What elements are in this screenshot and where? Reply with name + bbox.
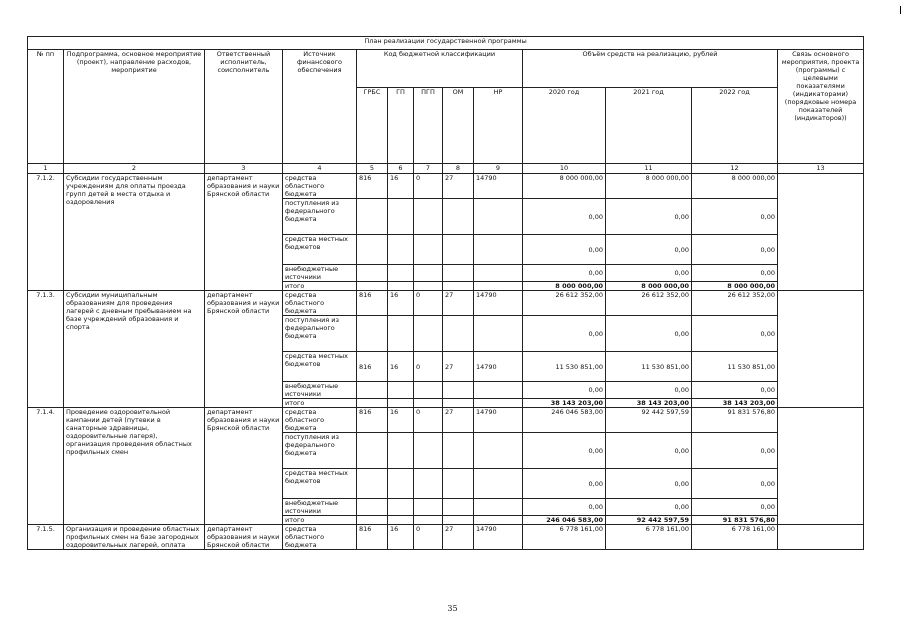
item-number: 7.1.4. <box>28 408 64 525</box>
amount-2022: 0,00 <box>692 265 778 282</box>
header-subprogram: Подпрограмма, основное мероприятие (проект), направление расходов, мероприятие <box>64 50 205 164</box>
code-pgp <box>414 265 443 282</box>
code-om <box>443 469 474 499</box>
amount-2022: 91 831 576,80 <box>692 408 778 433</box>
code-nr: 14790 <box>474 408 523 433</box>
code-grbs: 816 <box>357 291 388 316</box>
code-gp <box>388 316 414 352</box>
funding-source: средства местных бюджетов <box>283 352 357 382</box>
funding-source: внебюджетные источники <box>283 265 357 282</box>
code-pgp: 0 <box>414 408 443 433</box>
code-grbs <box>357 499 388 516</box>
amount-2020: 6 778 161,00 <box>523 525 606 550</box>
empty-code-cell <box>388 282 414 291</box>
indicator-link <box>778 174 864 291</box>
empty-code-cell <box>357 516 388 525</box>
table-row <box>28 525 864 550</box>
code-grbs: 816 <box>357 352 388 382</box>
item-responsible: департамент образования и науки Брянской области <box>205 291 283 408</box>
item-number: 7.1.2. <box>28 174 64 291</box>
header-2022: 2022 год <box>692 88 778 164</box>
code-om <box>443 433 474 469</box>
amount-2021: 0,00 <box>606 499 692 516</box>
header-source: Источник финансового обеспечения <box>283 50 357 164</box>
empty-code-cell <box>443 516 474 525</box>
code-pgp <box>414 316 443 352</box>
column-number: 12 <box>692 164 778 174</box>
code-om <box>443 316 474 352</box>
column-number: 6 <box>388 164 414 174</box>
page-number: 35 <box>447 604 458 613</box>
code-nr: 14790 <box>474 291 523 316</box>
code-nr: 14790 <box>474 352 523 382</box>
code-grbs <box>357 433 388 469</box>
code-nr <box>474 499 523 516</box>
total-2021: 92 442 597,59 <box>606 516 692 525</box>
item-responsible: департамент образования и науки Брянской области <box>205 408 283 525</box>
total-label: итого <box>283 516 357 525</box>
amount-2020: 26 612 352,00 <box>523 291 606 316</box>
code-nr <box>474 433 523 469</box>
item-name: Проведение оздоровительной кампании детей (путевки в санаторные здравницы, оздоровительные лагеря), организация проведения областных профильных смен <box>64 408 205 525</box>
item-number: 7.1.5. <box>28 525 64 550</box>
code-om <box>443 265 474 282</box>
amount-2022: 0,00 <box>692 235 778 265</box>
total-2020: 8 000 000,00 <box>523 282 606 291</box>
code-grbs: 816 <box>357 525 388 550</box>
code-pgp: 0 <box>414 352 443 382</box>
item-name: Организация и проведение областных профильных смен на базе загородных оздоровительных лагерей, оплата <box>64 525 205 550</box>
code-om: 27 <box>443 408 474 433</box>
code-gp <box>388 469 414 499</box>
total-2021: 38 143 203,00 <box>606 399 692 408</box>
header-grbs: ГРБС <box>357 88 388 164</box>
code-gp <box>388 382 414 399</box>
code-grbs: 816 <box>357 174 388 199</box>
amount-2020: 0,00 <box>523 433 606 469</box>
total-2020: 246 046 583,00 <box>523 516 606 525</box>
amount-2020: 0,00 <box>523 469 606 499</box>
code-gp: 16 <box>388 174 414 199</box>
amount-2020: 0,00 <box>523 499 606 516</box>
header-volume: Объём средств на реализацию, рублей <box>523 50 778 88</box>
total-2021: 8 000 000,00 <box>606 282 692 291</box>
code-pgp: 0 <box>414 174 443 199</box>
code-grbs <box>357 235 388 265</box>
funding-source: средства областного бюджета <box>283 525 357 550</box>
amount-2022: 0,00 <box>692 199 778 235</box>
table-row <box>28 408 864 433</box>
code-pgp <box>414 499 443 516</box>
funding-source: поступления из федерального бюджета <box>283 316 357 352</box>
code-gp <box>388 235 414 265</box>
code-grbs <box>357 382 388 399</box>
indicator-link <box>778 291 864 408</box>
amount-2022: 26 612 352,00 <box>692 291 778 316</box>
code-om: 27 <box>443 291 474 316</box>
amount-2021: 0,00 <box>606 265 692 282</box>
item-name: Субсидии государственным учреждениям для оплаты проезда групп детей в места отдыха и оздоровления <box>64 174 205 291</box>
amount-2022: 11 530 851,00 <box>692 352 778 382</box>
total-2022: 8 000 000,00 <box>692 282 778 291</box>
header-2021: 2021 год <box>606 88 692 164</box>
column-number: 5 <box>357 164 388 174</box>
code-pgp <box>414 433 443 469</box>
code-gp: 16 <box>388 352 414 382</box>
amount-2022: 8 000 000,00 <box>692 174 778 199</box>
column-number: 3 <box>205 164 283 174</box>
amount-2021: 11 530 851,00 <box>606 352 692 382</box>
total-label: итого <box>283 399 357 408</box>
column-number: 8 <box>443 164 474 174</box>
code-nr <box>474 199 523 235</box>
empty-code-cell <box>388 399 414 408</box>
amount-2022: 0,00 <box>692 382 778 399</box>
column-number: 10 <box>523 164 606 174</box>
header-num: № пп <box>28 50 64 164</box>
table-row <box>28 291 864 316</box>
empty-code-cell <box>414 282 443 291</box>
indicator-link <box>778 408 864 525</box>
table-title: План реализации государственной программы <box>28 37 864 50</box>
code-om: 27 <box>443 174 474 199</box>
code-pgp <box>414 382 443 399</box>
empty-code-cell <box>443 282 474 291</box>
item-number: 7.1.3. <box>28 291 64 408</box>
code-nr <box>474 382 523 399</box>
code-grbs <box>357 316 388 352</box>
header-om: ОМ <box>443 88 474 164</box>
total-2022: 38 143 203,00 <box>692 399 778 408</box>
amount-2020: 0,00 <box>523 265 606 282</box>
amount-2020: 0,00 <box>523 316 606 352</box>
code-nr <box>474 316 523 352</box>
empty-code-cell <box>474 399 523 408</box>
funding-source: внебюджетные источники <box>283 382 357 399</box>
code-nr: 14790 <box>474 525 523 550</box>
code-gp <box>388 199 414 235</box>
amount-2021: 0,00 <box>606 316 692 352</box>
item-responsible: департамент образования и науки Брянской области <box>205 525 283 550</box>
total-2020: 38 143 203,00 <box>523 399 606 408</box>
column-number: 11 <box>606 164 692 174</box>
empty-code-cell <box>474 282 523 291</box>
header-pgp: ПГП <box>414 88 443 164</box>
item-name: Субсидии муниципальным образованиям для проведения лагерей с дневным пребыванием на базе учреждений образования и спорта <box>64 291 205 408</box>
code-nr <box>474 469 523 499</box>
code-pgp <box>414 469 443 499</box>
code-om <box>443 499 474 516</box>
amount-2021: 0,00 <box>606 433 692 469</box>
code-gp <box>388 499 414 516</box>
code-grbs: 816 <box>357 408 388 433</box>
header-budget-code: Код бюджетной классификации <box>357 50 523 88</box>
code-grbs <box>357 265 388 282</box>
empty-code-cell <box>443 399 474 408</box>
amount-2021: 0,00 <box>606 235 692 265</box>
code-gp <box>388 433 414 469</box>
table-row <box>28 174 864 199</box>
code-pgp <box>414 199 443 235</box>
total-label: итого <box>283 282 357 291</box>
amount-2020: 8 000 000,00 <box>523 174 606 199</box>
amount-2022: 0,00 <box>692 316 778 352</box>
code-gp: 16 <box>388 525 414 550</box>
empty-code-cell <box>388 516 414 525</box>
amount-2021: 0,00 <box>606 382 692 399</box>
document-page <box>27 36 863 550</box>
code-pgp: 0 <box>414 291 443 316</box>
amount-2022: 0,00 <box>692 469 778 499</box>
code-grbs <box>357 199 388 235</box>
empty-code-cell <box>414 399 443 408</box>
amount-2021: 8 000 000,00 <box>606 174 692 199</box>
empty-code-cell <box>474 516 523 525</box>
funding-source: средства местных бюджетов <box>283 235 357 265</box>
amount-2020: 246 046 583,00 <box>523 408 606 433</box>
column-number: 4 <box>283 164 357 174</box>
amount-2022: 0,00 <box>692 433 778 469</box>
code-pgp: 0 <box>414 525 443 550</box>
column-number: 7 <box>414 164 443 174</box>
amount-2021: 0,00 <box>606 469 692 499</box>
code-gp: 16 <box>388 291 414 316</box>
amount-2022: 0,00 <box>692 499 778 516</box>
code-om <box>443 382 474 399</box>
code-gp: 16 <box>388 408 414 433</box>
header-responsible: Ответственный исполнитель, соисполнитель <box>205 50 283 164</box>
code-om: 27 <box>443 352 474 382</box>
funding-source: средства местных бюджетов <box>283 469 357 499</box>
empty-code-cell <box>357 282 388 291</box>
scan-edge-mark <box>900 6 901 14</box>
code-om: 27 <box>443 525 474 550</box>
funding-source: внебюджетные источники <box>283 499 357 516</box>
column-number: 2 <box>64 164 205 174</box>
funding-source: средства областного бюджета <box>283 408 357 433</box>
amount-2020: 0,00 <box>523 382 606 399</box>
total-2022: 91 831 576,80 <box>692 516 778 525</box>
empty-code-cell <box>357 399 388 408</box>
code-gp <box>388 265 414 282</box>
amount-2021: 6 778 161,00 <box>606 525 692 550</box>
empty-code-cell <box>414 516 443 525</box>
funding-source: средства областного бюджета <box>283 174 357 199</box>
amount-2021: 92 442 597,59 <box>606 408 692 433</box>
column-number: 13 <box>778 164 864 174</box>
code-nr: 14790 <box>474 174 523 199</box>
column-number: 9 <box>474 164 523 174</box>
code-om <box>443 199 474 235</box>
funding-source: поступления из федерального бюджета <box>283 433 357 469</box>
indicator-link <box>778 525 864 550</box>
amount-2021: 26 612 352,00 <box>606 291 692 316</box>
column-numbers-row <box>28 164 864 174</box>
header-gp: ГП <box>388 88 414 164</box>
amount-2020: 0,00 <box>523 199 606 235</box>
code-nr <box>474 265 523 282</box>
funding-source: поступления из федерального бюджета <box>283 199 357 235</box>
amount-2020: 0,00 <box>523 235 606 265</box>
code-pgp <box>414 235 443 265</box>
item-responsible: департамент образования и науки Брянской области <box>205 174 283 291</box>
amount-2022: 6 778 161,00 <box>692 525 778 550</box>
code-grbs <box>357 469 388 499</box>
funding-source: средства областного бюджета <box>283 291 357 316</box>
header-nr: НР <box>474 88 523 164</box>
header-2020: 2020 год <box>523 88 606 164</box>
program-plan-table <box>27 36 864 550</box>
code-nr <box>474 235 523 265</box>
amount-2021: 0,00 <box>606 199 692 235</box>
column-number: 1 <box>28 164 64 174</box>
code-om <box>443 235 474 265</box>
amount-2020: 11 530 851,00 <box>523 352 606 382</box>
header-link: Связь основного мероприятия, проекта (программы) с целевыми показателями (индикаторами) (порядковые номера показателей (индикаторов)) <box>778 50 864 164</box>
